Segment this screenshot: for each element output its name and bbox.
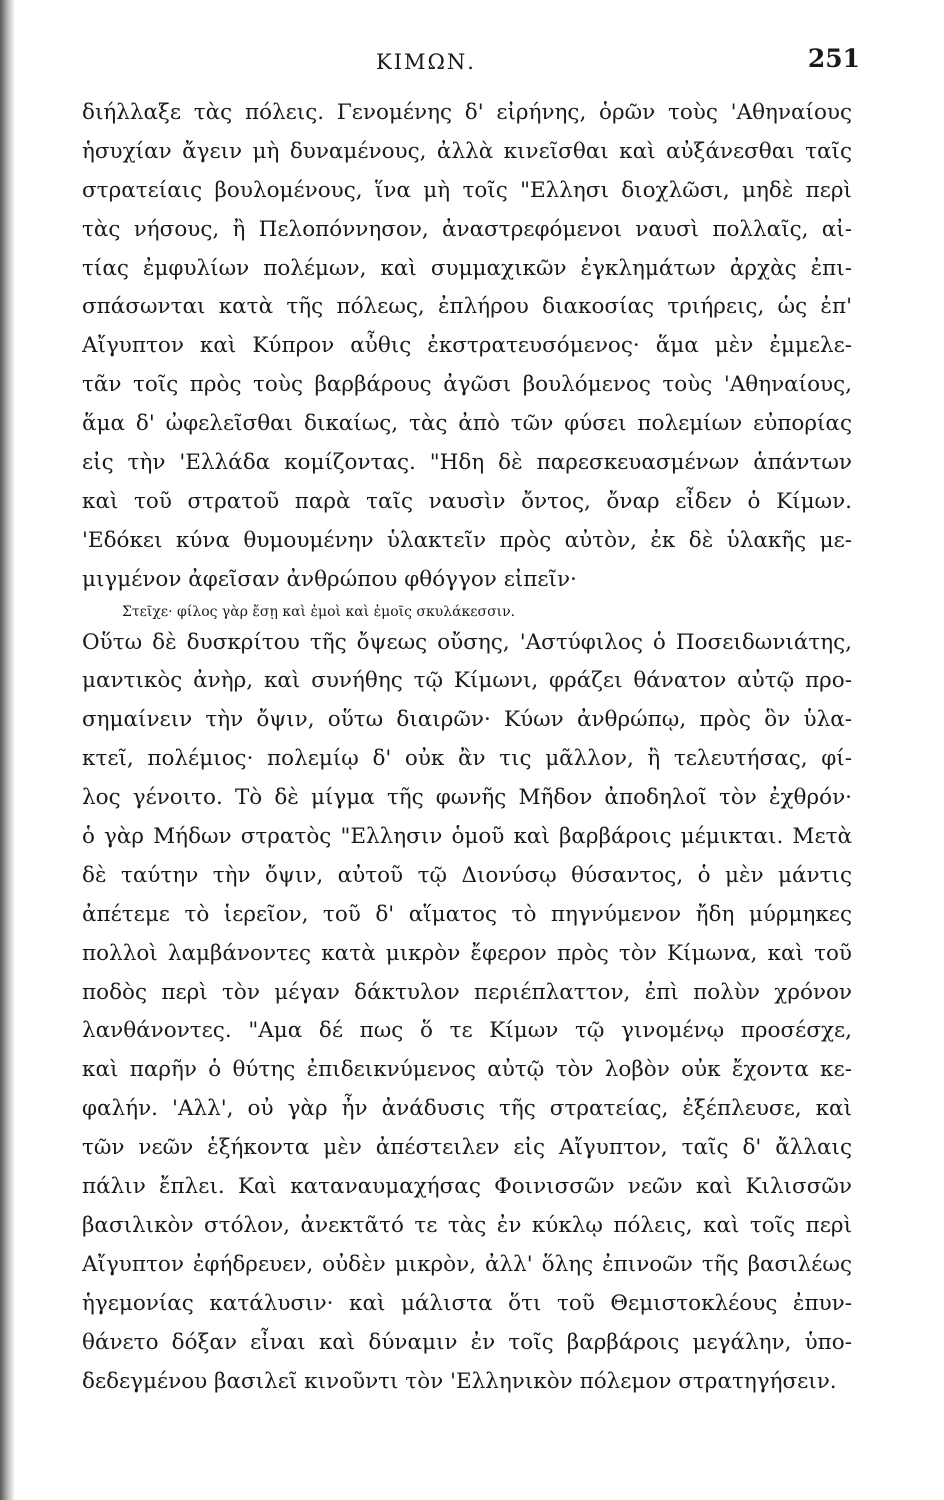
- text-line: λανθάνοντες. "Αμα δέ πως ὅ τε Κίμων τῷ γινομένῳ προσέσχε,: [82, 1018, 852, 1044]
- page-header: [70, 44, 860, 84]
- running-title: ΚΙΜΩΝ.: [376, 50, 476, 74]
- text-line: διήλλαξε τὰς πόλεις. Γενομένης δ' εἰρήνης, ὁρῶν τοὺς 'Αθηναίους: [82, 100, 852, 125]
- book-page: [70, 40, 890, 1440]
- text-line: καὶ παρῆν ὁ θύτης ἐπιδεικνύμενος αὐτῷ τὸν λοβὸν οὐκ ἔχοντα κε-: [82, 1057, 852, 1083]
- text-line: μαντικὸς ἀνὴρ, καὶ συνήθης τῷ Κίμωνι, φράζει θάνατον αὐτῷ προ-: [82, 668, 852, 694]
- text-line: δὲ ταύτην τὴν ὄψιν, αὐτοῦ τῷ Διονύσῳ θύσαντος, ὁ μὲν μάντις: [82, 862, 852, 888]
- text-line: πάλιν ἔπλει. Καὶ καταναυμαχήσας Φοινισσῶν νεῶν καὶ Κιλισσῶν: [82, 1174, 852, 1200]
- text-line: μιγμένον ἀφεῖσαν ἀνθρώπου φθόγγον εἰπεῖν·: [82, 566, 577, 592]
- text-line: στρατείαις βουλομένους, ἵνα μὴ τοῖς "Ελλησι διοχλῶσι, μηδὲ περὶ: [82, 177, 852, 203]
- text-line: Αἴγυπτον ἐφήδρευεν, οὐδὲν μικρὸν, ἀλλ' ὅλης ἐπινοῶν τῆς βασιλέως: [82, 1251, 852, 1277]
- text-line: Αἴγυπτον καὶ Κύπρον αὖθις ἐκστρατευσόμενος· ἅμα μὲν ἐμμελε-: [82, 333, 852, 359]
- text-line: κτεῖ, πολέμιος· πολεμίῳ δ' οὐκ ἂν τις μᾶλλον, ἢ τελευτήσας, φί-: [82, 746, 852, 772]
- text-line: ἀπέτεμε τὸ ἱερεῖον, τοῦ δ' αἵματος τὸ πηγνύμενον ἤδη μύρμηκες: [82, 901, 852, 927]
- text-line: τὰς νήσους, ἢ Πελοπόννησον, ἀναστρεφόμενοι ναυσὶ πολλαῖς, αἰ-: [82, 216, 852, 242]
- page-number: 251: [807, 44, 860, 73]
- text-line: σημαίνειν τὴν ὄψιν, οὕτω διαιρῶν· Κύων ἀνθρώπῳ, πρὸς ὃν ὑλα-: [82, 707, 852, 733]
- text-line: βασιλικὸν στόλον, ἀνεκτᾶτό τε τὰς ἐν κύκλῳ πόλεις, καὶ τοῖς περὶ: [82, 1212, 852, 1238]
- verse-quotation: Στεῖχε· φίλος γὰρ ἔσῃ καὶ ἐμοὶ καὶ ἐμοῖς σκυλάκεσσιν.: [122, 603, 516, 620]
- text-line: εἰς τὴν 'Ελλάδα κομίζοντας. "Ηδη δὲ παρεσκευασμένων ἁπάντων: [82, 450, 852, 476]
- text-line: πολλοὶ λαμβάνοντες κατὰ μικρὸν ἔφερον πρὸς τὸν Κίμωνα, καὶ τοῦ: [82, 940, 852, 966]
- book-spine-shadow: [0, 0, 14, 1500]
- text-line: 'Εδόκει κύνα θυμουμένην ὑλακτεῖν πρὸς αὐτὸν, ἐκ δὲ ὑλακῆς με-: [82, 527, 852, 553]
- text-line: τᾶν τοῖς πρὸς τοὺς βαρβάρους ἀγῶσι βουλόμενος τοὺς 'Αθηναίους,: [82, 372, 852, 398]
- text-line: σπάσωνται κατὰ τῆς πόλεως, ἐπλήρου διακοσίας τριήρεις, ὡς ἐπ': [82, 294, 852, 320]
- text-line: ἅμα δ' ὠφελεῖσθαι δικαίως, τὰς ἀπὸ τῶν φύσει πολεμίων εὐπορίας: [82, 411, 852, 437]
- text-line: ἡγεμονίας κατάλυσιν· καὶ μάλιστα ὅτι τοῦ Θεμιστοκλέους ἐπυν-: [82, 1290, 852, 1316]
- text-line: τῶν νεῶν ἑξήκοντα μὲν ἀπέστειλεν εἰς Αἴγυπτον, ταῖς δ' ἄλλαις: [82, 1135, 852, 1161]
- text-line: καὶ τοῦ στρατοῦ παρὰ ταῖς ναυσὶν ὄντος, ὄναρ εἶδεν ὁ Κίμων.: [82, 488, 852, 514]
- text-line: φαλήν. 'Αλλ', οὐ γὰρ ἦν ἀνάδυσις τῆς στρατείας, ἐξέπλευσε, καὶ: [82, 1096, 852, 1122]
- text-line: ποδὸς περὶ τὸν μέγαν δάκτυλον περιέπλαττον, ἐπὶ πολὺν χρόνον: [82, 979, 852, 1005]
- text-line: τίας ἐμφυλίων πολέμων, καὶ συμμαχικῶν ἐγκλημάτων ἀρχὰς ἐπι-: [82, 255, 852, 281]
- text-line: ὁ γὰρ Μήδων στρατὸς "Ελλησιν ὁμοῦ καὶ βαρβάροις μέμικται. Μετὰ: [82, 824, 852, 850]
- text-line: δεδεγμένου βασιλεῖ κινοῦντι τὸν 'Ελληνικὸν πόλεμον στρατηγήσειν.: [82, 1368, 837, 1394]
- text-line: λος γένοιτο. Τὸ δὲ μίγμα τῆς φωνῆς Μῆδον ἀποδηλοῖ τὸν ἐχθρόν·: [82, 785, 852, 811]
- body-text: [82, 94, 852, 1401]
- text-line: Οὕτω δὲ δυσκρίτου τῆς ὄψεως οὔσης, 'Αστύφιλος ὁ Ποσειδωνιάτης,: [82, 629, 852, 655]
- text-line: θάνετο δόξαν εἶναι καὶ δύναμιν ἐν τοῖς βαρβάροις μεγάλην, ὑπο-: [82, 1329, 852, 1355]
- text-line: ἡσυχίαν ἄγειν μὴ δυναμένους, ἀλλὰ κινεῖσθαι καὶ αὐξάνεσθαι ταῖς: [82, 138, 852, 164]
